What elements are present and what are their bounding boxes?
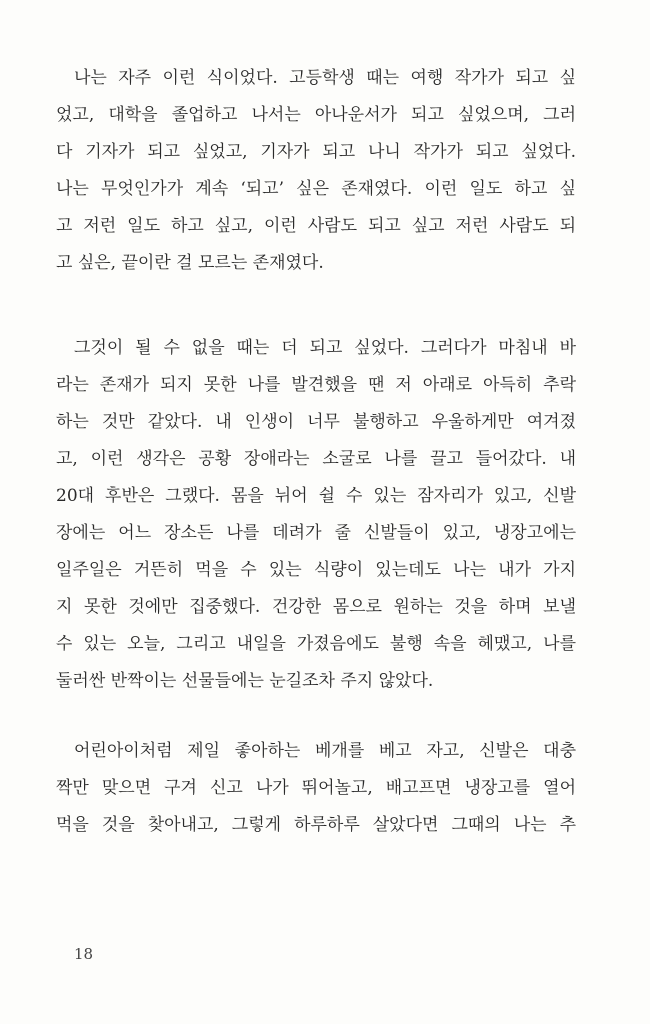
text-line: 둘러싼 반짝이는 선물들에는 눈길조차 주지 않았다. — [56, 671, 434, 691]
text-line: 하는 것만 같았다. 내 인생이 너무 불행하고 우울하게만 여겨졌 — [56, 412, 576, 432]
text-line: 나는 무엇인가가 계속 ‘되고’ 싶은 존재였다. 이런 일도 하고 싶 — [56, 179, 576, 199]
text-line: 다 기자가 되고 싶었고, 기자가 되고 나니 작가가 되고 싶었다. — [56, 142, 576, 162]
text-line: 어린아이처럼 제일 좋아하는 베개를 베고 자고, 신발은 대충 — [74, 741, 576, 761]
text-line: 20대 후반은 그랬다. 몸을 뉘어 쉴 수 있는 잠자리가 있고, 신발 — [56, 486, 576, 506]
text-line: 먹을 것을 찾아내고, 그렇게 하루하루 살았다면 그때의 나는 추 — [56, 815, 576, 835]
text-line: 장에는 어느 장소든 나를 데려가 줄 신발들이 있고, 냉장고에는 — [56, 523, 576, 543]
text-line: 그것이 될 수 없을 때는 더 되고 싶었다. 그러다가 마침내 바 — [74, 338, 576, 358]
paragraph-3 — [56, 733, 576, 844]
text-line: 나는 자주 이런 식이었다. 고등학생 때는 여행 작가가 되고 싶 — [74, 68, 576, 88]
text-line: 짝만 맞으면 구겨 신고 나가 뛰어놀고, 배고프면 냉장고를 열어 — [56, 778, 576, 798]
page-number: 18 — [74, 945, 94, 963]
text-line: 지 못한 것에만 집중했다. 건강한 몸으로 원하는 것을 하며 보낼 — [56, 597, 576, 617]
text-line: 수 있는 오늘, 그리고 내일을 가졌음에도 불행 속을 헤맸고, 나를 — [56, 634, 576, 654]
text-line: 고 싶은, 끝이란 걸 모르는 존재였다. — [56, 253, 324, 273]
text-line: 고 저런 일도 하고 싶고, 이런 사람도 되고 싶고 저런 사람도 되 — [56, 216, 576, 236]
text-line: 고, 이런 생각은 공황 장애라는 소굴로 나를 끌고 들어갔다. 내 — [56, 449, 576, 469]
paragraph-2 — [56, 330, 576, 700]
text-line: 라는 존재가 되지 못한 나를 발견했을 땐 저 아래로 아득히 추락 — [56, 375, 576, 395]
text-line: 일주일은 거뜬히 먹을 수 있는 식량이 있는데도 나는 내가 가지 — [56, 560, 576, 580]
text-line: 었고, 대학을 졸업하고 나서는 아나운서가 되고 싶었으며, 그러 — [56, 105, 576, 125]
paragraph-1 — [56, 60, 576, 282]
